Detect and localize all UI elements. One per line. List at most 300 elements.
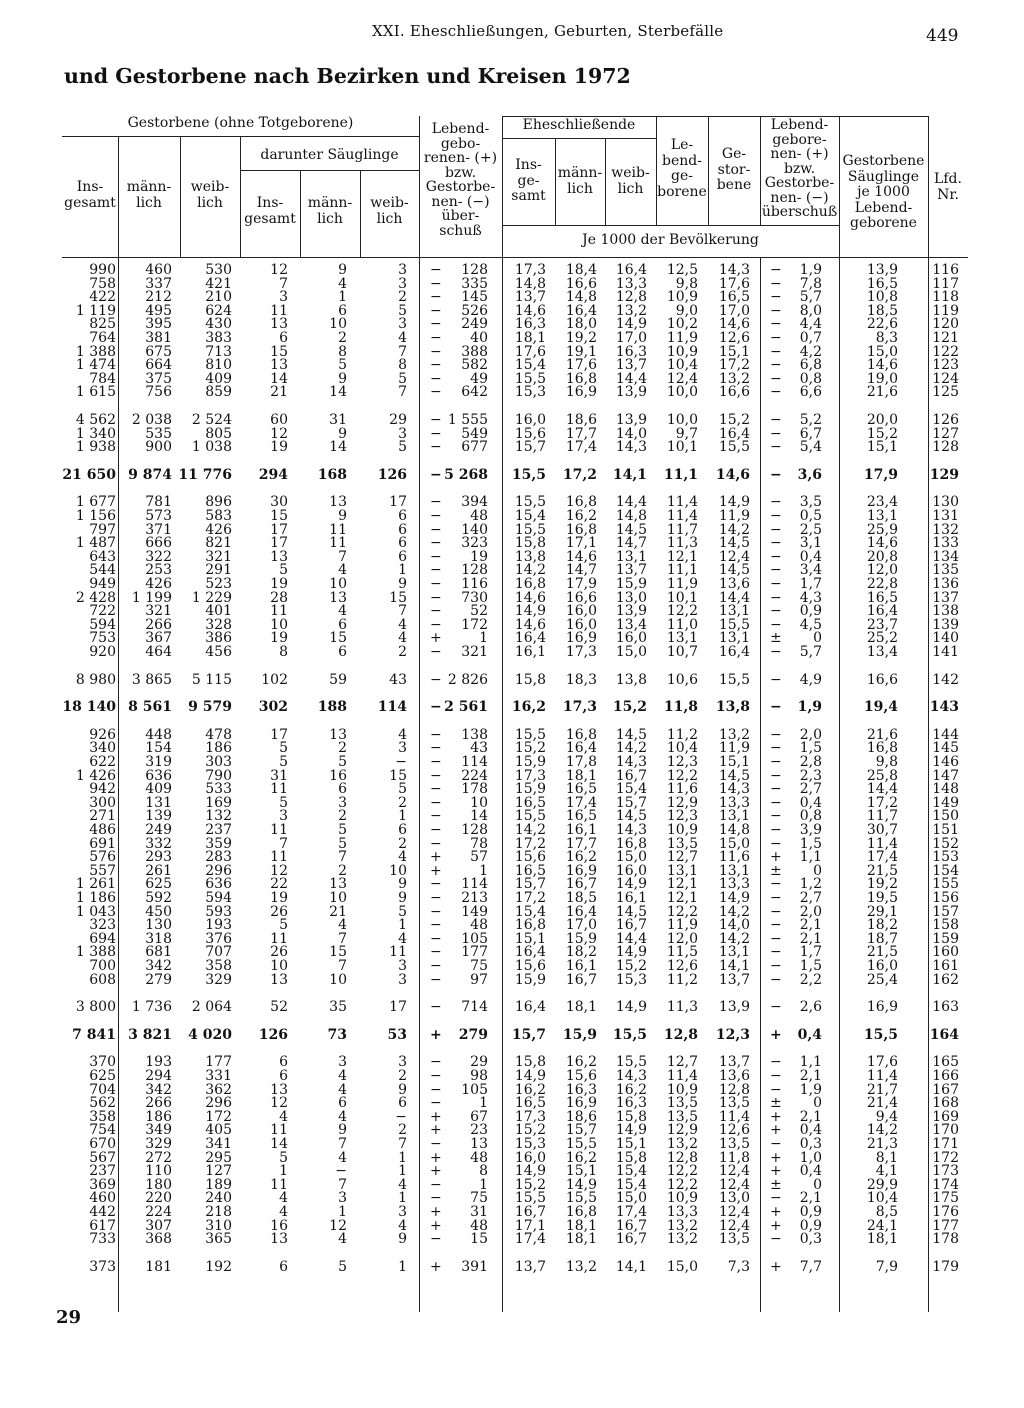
cell-sw: 1 — [398, 917, 407, 934]
cell-sign: − — [430, 616, 442, 633]
cell-gs: 13,1 — [718, 603, 750, 620]
cell-si: 17 — [270, 726, 288, 743]
cell-sw: 3 — [398, 740, 407, 757]
cell-rsign: − — [770, 343, 782, 360]
table-row — [62, 1178, 968, 1192]
cell-rsign: − — [770, 903, 782, 920]
cell-gs: 14,1 — [718, 958, 750, 974]
cell-sign: − — [430, 876, 442, 893]
table-row — [62, 345, 968, 359]
cell-ei: 16,5 — [514, 794, 546, 811]
cell-ei: 15,9 — [514, 971, 546, 988]
cell-ru: 7,7 — [799, 1258, 822, 1275]
cell-ei: 16,0 — [514, 412, 546, 428]
cell-g: 557 — [89, 862, 116, 879]
cell-sj: 16,8 — [866, 740, 898, 757]
cell-ue: 582 — [461, 357, 488, 374]
cell-si: 26 — [270, 944, 288, 961]
table-row — [62, 631, 968, 645]
cell-sm: 59 — [329, 671, 347, 688]
header-je1000: Je 1000 der Bevölkerung — [582, 232, 759, 248]
table-row — [62, 932, 968, 946]
cell-rsign: ± — [770, 862, 782, 879]
cell-m: 181 — [145, 1258, 172, 1275]
table-row — [62, 304, 968, 318]
cell-lg: 12,3 — [666, 808, 698, 825]
cell-ru: 0 — [813, 1176, 822, 1193]
cell-ue: 1 555 — [447, 412, 488, 428]
cell-rsign: + — [770, 1204, 782, 1220]
cell-sm: 14 — [329, 439, 347, 456]
cell-ue: 14 — [470, 808, 488, 825]
cell-em: 16,2 — [565, 508, 597, 524]
cell-gs: 15,0 — [718, 835, 750, 852]
cell-sm: 13 — [329, 726, 347, 743]
cell-w: 169 — [205, 794, 232, 811]
cell-si: 11 — [270, 1122, 288, 1139]
cell-gs: 16,5 — [718, 289, 750, 306]
cell-g: 797 — [89, 521, 116, 538]
cell-gs: 13,1 — [718, 862, 750, 879]
cell-si: 11 — [270, 849, 288, 866]
cell-si: 15 — [270, 343, 288, 360]
cell-w: 530 — [205, 262, 232, 278]
table-row — [62, 769, 968, 783]
cell-gs: 14,0 — [718, 917, 750, 934]
header-gestorbene-group: Gestorbene (ohne Totgeborene) — [127, 115, 354, 131]
cell-sw: 17 — [389, 494, 407, 511]
cell-ew: 15,2 — [612, 699, 647, 716]
cell-lg: 12,9 — [666, 794, 698, 811]
cell-sign: − — [430, 808, 442, 825]
cell-sm: 6 — [338, 302, 347, 319]
cell-lg: 11,9 — [666, 576, 698, 592]
cell-ru: 0,3 — [799, 1231, 822, 1248]
cell-ue: 145 — [461, 289, 488, 306]
cell-m: 318 — [145, 930, 172, 947]
cell-ew: 14,9 — [615, 316, 647, 333]
header-lfd-nr: Lfd. Nr. — [934, 171, 962, 203]
cell-ue: 105 — [461, 930, 488, 947]
cell-m: 266 — [145, 1095, 172, 1112]
cell-ei: 15,4 — [514, 508, 546, 524]
table-row — [62, 263, 968, 277]
cell-em: 18,1 — [565, 999, 597, 1016]
cell-sj: 16,4 — [866, 603, 898, 620]
cell-em: 16,8 — [565, 370, 597, 387]
table-row — [62, 427, 968, 441]
cell-sign: − — [430, 521, 442, 538]
cell-nr: 165 — [932, 1054, 959, 1071]
cell-sign: − — [430, 439, 442, 456]
cell-ew: 15,8 — [615, 1149, 647, 1166]
cell-sw: 8 — [398, 357, 407, 374]
cell-m: 349 — [145, 1122, 172, 1139]
cell-sign: − — [430, 822, 442, 838]
cell-g: 1 426 — [75, 767, 116, 784]
cell-ew: 15,8 — [615, 1108, 647, 1125]
cell-ue: 97 — [470, 971, 488, 988]
cell-ei: 16,3 — [514, 316, 546, 333]
cell-sm: 12 — [329, 1217, 347, 1234]
cell-sj: 21,5 — [866, 944, 898, 961]
cell-gs: 13,0 — [718, 1190, 750, 1207]
cell-g: 3 800 — [75, 999, 116, 1016]
cell-ru: 1,0 — [799, 1149, 822, 1166]
cell-ei: 16,4 — [514, 944, 546, 961]
cell-rsign: − — [770, 1054, 782, 1071]
cell-ei: 16,5 — [514, 862, 546, 879]
cell-w: 1 229 — [191, 589, 232, 606]
cell-sw: 9 — [398, 1231, 407, 1248]
cell-m: 342 — [145, 1081, 172, 1098]
cell-m: 321 — [145, 603, 172, 620]
cell-gs: 11,6 — [718, 849, 750, 866]
cell-sj: 25,4 — [866, 971, 898, 988]
cell-rsign: − — [770, 808, 782, 825]
cell-rsign: − — [770, 384, 782, 401]
cell-rsign: + — [770, 1217, 782, 1234]
cell-sm: 6 — [338, 644, 347, 660]
cell-sign: − — [430, 1095, 442, 1112]
cell-nr: 135 — [932, 562, 959, 579]
cell-em: 17,7 — [565, 835, 597, 852]
cell-sm: 168 — [317, 466, 347, 483]
cell-rsign: − — [770, 576, 782, 592]
cell-si: 1 — [279, 1163, 288, 1180]
cell-sj: 20,0 — [866, 412, 898, 428]
cell-si: 7 — [279, 275, 288, 292]
cell-em: 18,0 — [565, 316, 597, 333]
cell-w: 624 — [205, 302, 232, 319]
cell-gs: 13,3 — [718, 794, 750, 811]
cell-ei: 17,2 — [514, 835, 546, 852]
cell-sm: − — [335, 1163, 347, 1180]
cell-g: 926 — [89, 726, 116, 743]
cell-rsign: − — [770, 508, 782, 524]
table-row — [62, 850, 968, 864]
cell-sw: 1 — [398, 1190, 407, 1207]
cell-m: 319 — [145, 754, 172, 770]
cell-em: 15,1 — [565, 1163, 597, 1180]
cell-ei: 15,7 — [514, 439, 546, 456]
cell-g: 920 — [89, 644, 116, 660]
cell-rsign: − — [770, 767, 782, 784]
cell-ru: 0 — [813, 1095, 822, 1112]
cell-sm: 2 — [338, 740, 347, 757]
cell-sm: 4 — [338, 603, 347, 620]
cell-g: 700 — [89, 958, 116, 974]
cell-em: 17,4 — [565, 794, 597, 811]
cell-sign: − — [430, 671, 442, 688]
cell-ew: 14,3 — [615, 1068, 647, 1084]
cell-ew: 15,5 — [612, 1026, 647, 1043]
cell-nr: 160 — [932, 944, 959, 961]
cell-w: 478 — [205, 726, 232, 743]
cell-em: 16,9 — [565, 384, 597, 401]
cell-ei: 15,3 — [514, 1136, 546, 1152]
cell-sw: 6 — [398, 548, 407, 565]
cell-em: 17,2 — [562, 466, 597, 483]
cell-gs: 14,5 — [718, 562, 750, 579]
cell-lg: 12,6 — [666, 958, 698, 974]
cell-lg: 12,1 — [666, 548, 698, 565]
cell-w: 192 — [205, 1258, 232, 1275]
cell-si: 13 — [270, 357, 288, 374]
cell-sj: 12,0 — [866, 562, 898, 579]
cell-w: 713 — [205, 343, 232, 360]
cell-sw: 7 — [398, 343, 407, 360]
cell-sw: 9 — [398, 890, 407, 906]
cell-em: 17,4 — [565, 439, 597, 456]
cell-em: 16,0 — [565, 603, 597, 620]
cell-gs: 16,4 — [718, 425, 750, 442]
cell-sw: 4 — [398, 1217, 407, 1234]
cell-ru: 1,5 — [799, 740, 822, 757]
table-row — [62, 440, 968, 454]
cell-m: 448 — [145, 726, 172, 743]
cell-ew: 14,9 — [615, 1122, 647, 1139]
header-gestorbene: Ge- stor- bene — [716, 146, 752, 193]
cell-sm: 4 — [338, 917, 347, 934]
cell-sj: 7,9 — [875, 1258, 898, 1275]
cell-m: 139 — [145, 808, 172, 825]
cell-ei: 18,1 — [514, 330, 546, 346]
cell-ei: 15,6 — [514, 425, 546, 442]
cell-sign: − — [430, 835, 442, 852]
cell-sw: 5 — [398, 439, 407, 456]
cell-g: 7 841 — [72, 1026, 116, 1043]
table-row — [62, 604, 968, 618]
table-row — [62, 385, 968, 399]
cell-ew: 15,0 — [615, 644, 647, 660]
cell-w: 426 — [205, 521, 232, 538]
cell-sj: 21,5 — [866, 862, 898, 879]
cell-ue: 526 — [461, 302, 488, 319]
cell-sj: 8,5 — [875, 1204, 898, 1220]
cell-ew: 15,4 — [615, 1176, 647, 1193]
cell-m: 322 — [145, 548, 172, 565]
cell-g: 369 — [89, 1176, 116, 1193]
cell-sign: − — [430, 767, 442, 784]
cell-si: 11 — [270, 302, 288, 319]
cell-ei: 15,2 — [514, 1122, 546, 1139]
cell-ue: 388 — [461, 343, 488, 360]
cell-ue: 249 — [461, 316, 488, 333]
cell-g: 625 — [89, 1068, 116, 1084]
cell-ue: 138 — [461, 726, 488, 743]
cell-em: 16,5 — [565, 808, 597, 825]
cell-gs: 7,3 — [727, 1258, 750, 1275]
cell-ue: 114 — [461, 754, 488, 770]
cell-gs: 13,9 — [718, 999, 750, 1016]
cell-sign: − — [430, 971, 442, 988]
cell-sw: 1 — [398, 562, 407, 579]
cell-gs: 14,9 — [718, 890, 750, 906]
cell-ru: 0,4 — [799, 1122, 822, 1139]
cell-sj: 18,7 — [866, 930, 898, 947]
cell-m: 224 — [145, 1204, 172, 1220]
cell-sw: 29 — [389, 412, 407, 428]
cell-si: 5 — [279, 562, 288, 579]
cell-lg: 11,7 — [666, 521, 698, 538]
cell-ru: 1,1 — [799, 849, 822, 866]
cell-g: 643 — [89, 548, 116, 565]
cell-sj: 21,6 — [866, 384, 898, 401]
cell-nr: 150 — [932, 808, 959, 825]
table-row — [62, 495, 968, 509]
cell-sm: 15 — [329, 944, 347, 961]
cell-ew: 16,7 — [615, 1217, 647, 1234]
cell-si: 12 — [270, 1095, 288, 1112]
cell-rsign: − — [770, 425, 782, 442]
cell-ew: 14,3 — [615, 754, 647, 770]
table-row — [62, 1096, 968, 1110]
cell-sm: 188 — [317, 699, 347, 716]
cell-g: 486 — [89, 822, 116, 838]
cell-ei: 16,4 — [514, 999, 546, 1016]
cell-sj: 19,4 — [863, 699, 898, 716]
cell-sign: − — [430, 589, 442, 606]
cell-sj: 11,7 — [866, 808, 898, 825]
cell-ru: 2,5 — [799, 521, 822, 538]
cell-ei: 15,5 — [511, 466, 546, 483]
cell-ew: 13,1 — [615, 548, 647, 565]
cell-w: 9 579 — [188, 699, 232, 716]
cell-ei: 14,6 — [514, 589, 546, 606]
cell-sm: 10 — [329, 316, 347, 333]
cell-sign: − — [430, 289, 442, 306]
cell-w: 2 064 — [191, 999, 232, 1016]
header-maennlich: männ- lich — [126, 179, 172, 211]
cell-em: 16,9 — [565, 1095, 597, 1112]
cell-ru: 3,9 — [799, 822, 822, 838]
table-row — [62, 823, 968, 837]
cell-em: 17,0 — [565, 917, 597, 934]
cell-ru: 0,4 — [797, 1026, 822, 1043]
cell-ue: 114 — [461, 876, 488, 893]
cell-ew: 13,9 — [615, 384, 647, 401]
cell-nr: 139 — [932, 616, 959, 633]
cell-ru: 0 — [813, 630, 822, 647]
cell-sm: 1 — [338, 289, 347, 306]
cell-sj: 9,8 — [875, 754, 898, 770]
cell-nr: 166 — [932, 1068, 959, 1084]
cell-sj: 25,8 — [866, 767, 898, 784]
cell-nr: 127 — [932, 425, 959, 442]
cell-ei: 15,8 — [514, 1054, 546, 1071]
cell-rsign: − — [770, 944, 782, 961]
cell-g: 18 140 — [62, 699, 116, 716]
cell-ru: 0,4 — [799, 1163, 822, 1180]
cell-w: 401 — [205, 603, 232, 620]
cell-lg: 10,9 — [666, 822, 698, 838]
cell-g: 576 — [89, 849, 116, 866]
cell-nr: 134 — [932, 548, 959, 565]
cell-g: 764 — [89, 330, 116, 346]
cell-ew: 14,4 — [615, 494, 647, 511]
cell-sj: 17,4 — [866, 849, 898, 866]
cell-ue: 57 — [470, 849, 488, 866]
cell-si: 11 — [270, 781, 288, 798]
cell-sign: + — [430, 1108, 442, 1125]
cell-ue: 730 — [461, 589, 488, 606]
cell-w: 383 — [205, 330, 232, 346]
cell-ue: 105 — [461, 1081, 488, 1098]
cell-nr: 146 — [932, 754, 959, 770]
cell-w: 376 — [205, 930, 232, 947]
cell-rsign: + — [770, 849, 782, 866]
cell-g: 2 428 — [75, 589, 116, 606]
cell-sign: − — [430, 370, 442, 387]
cell-si: 5 — [279, 740, 288, 757]
cell-em: 18,1 — [565, 767, 597, 784]
cell-w: 593 — [205, 903, 232, 920]
cell-rsign: − — [770, 671, 782, 688]
table-row — [62, 837, 968, 851]
cell-sw: 4 — [398, 849, 407, 866]
cell-lg: 12,2 — [666, 903, 698, 920]
cell-ew: 14,4 — [615, 370, 647, 387]
cell-lg: 11,6 — [666, 781, 698, 798]
cell-ue: 149 — [461, 903, 488, 920]
cell-ei: 15,7 — [514, 876, 546, 893]
cell-sw: 2 — [398, 644, 407, 660]
table-row — [62, 358, 968, 372]
cell-ew: 13,9 — [615, 603, 647, 620]
cell-sj: 14,6 — [866, 357, 898, 374]
cell-w: 177 — [205, 1054, 232, 1071]
cell-sign: − — [430, 944, 442, 961]
cell-ei: 13,7 — [514, 1258, 546, 1275]
cell-lg: 11,4 — [666, 508, 698, 524]
cell-ue: 323 — [461, 535, 488, 552]
cell-em: 16,1 — [565, 822, 597, 838]
cell-gs: 12,4 — [718, 1217, 750, 1234]
cell-w: 430 — [205, 316, 232, 333]
cell-nr: 169 — [932, 1108, 959, 1125]
cell-ew: 14,5 — [615, 903, 647, 920]
header-insgesamt: Ins- gesamt — [64, 179, 116, 211]
cell-m: 666 — [145, 535, 172, 552]
cell-ru: 4,4 — [799, 316, 822, 333]
cell-sign: + — [430, 1163, 442, 1180]
cell-sign: + — [430, 849, 442, 866]
table-row — [62, 959, 968, 973]
cell-ru: 2,7 — [799, 781, 822, 798]
cell-lg: 12,4 — [666, 370, 698, 387]
cell-sign: − — [430, 917, 442, 934]
cell-g: 990 — [89, 262, 116, 278]
cell-si: 21 — [270, 384, 288, 401]
cell-sign: − — [430, 412, 442, 428]
table-row — [62, 673, 968, 687]
cell-ue: 98 — [470, 1068, 488, 1084]
cell-gs: 13,1 — [718, 808, 750, 825]
table-row — [62, 413, 968, 427]
cell-m: 675 — [145, 343, 172, 360]
cell-rsign: − — [770, 521, 782, 538]
cell-ei: 17,4 — [514, 1231, 546, 1248]
cell-em: 15,9 — [562, 1026, 597, 1043]
cell-ru: 5,2 — [799, 412, 822, 428]
cell-lg: 11,2 — [666, 726, 698, 743]
cell-si: 14 — [270, 1136, 288, 1152]
cell-nr: 118 — [932, 289, 959, 306]
cell-lg: 11,3 — [666, 999, 698, 1016]
table-row — [62, 563, 968, 577]
cell-ew: 13,4 — [615, 616, 647, 633]
